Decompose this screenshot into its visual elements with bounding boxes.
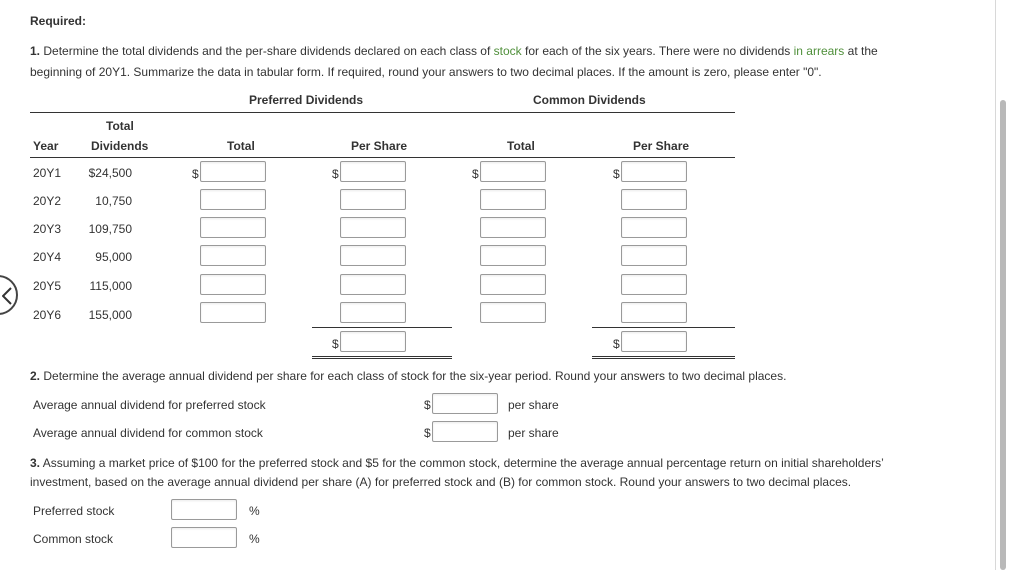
common-per-share-input[interactable] [621,217,687,238]
scrollbar-thumb[interactable] [1000,100,1006,570]
row-year: 20Y2 [33,194,62,208]
row-total-dividends: 155,000 [88,308,132,322]
col-year: Year [33,139,59,153]
row-total-dividends: $24,500 [88,166,132,180]
q3-text-line1: Assuming a market price of $100 for the preferred stock and $5 for the common stock, determine the average annual percentage return on initial shareholders’ [42,456,884,470]
q1-text-c: at the [847,44,878,58]
pref-total-input[interactable] [200,161,266,182]
scrollbar-track [995,0,996,570]
q1-text-b: for each of the six years. There were no dividends [525,44,791,58]
common-subtotal-rule [592,327,735,328]
back-button[interactable] [0,275,18,315]
pref-per-share-input[interactable] [340,161,406,182]
row-year: 20Y6 [33,308,62,322]
pref-total-input[interactable] [200,245,266,266]
currency-symbol: $ [332,167,339,181]
common-per-share-total-input[interactable] [621,331,687,352]
currency-symbol: $ [472,167,479,181]
required-heading: Required: [30,14,87,28]
currency-symbol: $ [332,337,339,351]
col-preferred-per-share: Per Share [351,139,408,153]
col-preferred-total: Total [227,139,255,153]
common-total-input[interactable] [480,189,546,210]
q3-line1 [30,456,884,470]
pref-per-share-input[interactable] [340,302,406,323]
row-year: 20Y1 [33,166,62,180]
common-total-input[interactable] [480,217,546,238]
col-common-total: Total [507,139,535,153]
pref-per-share-total-input[interactable] [340,331,406,352]
pref-total-input[interactable] [200,217,266,238]
preferred-stock-label: Preferred stock [33,504,115,518]
common-total-double-rule [592,356,735,359]
col-total-dividends-line1: Total [106,119,134,133]
percent-unit: % [249,504,260,518]
pref-total-input[interactable] [200,274,266,295]
avg-preferred-input[interactable] [432,393,498,414]
common-total-input[interactable] [480,245,546,266]
common-total-input[interactable] [480,161,546,182]
currency-symbol: $ [613,337,620,351]
common-per-share-input[interactable] [621,161,687,182]
common-total-input[interactable] [480,302,546,323]
pref-total-double-rule [312,356,452,359]
q1-number: 1. [30,44,41,58]
pref-per-share-input[interactable] [340,274,406,295]
pref-total-input[interactable] [200,302,266,323]
stock-link[interactable]: stock [493,44,522,58]
avg-common-input[interactable] [432,421,498,442]
row-total-dividends: 10,750 [95,194,132,208]
common-return-input[interactable] [171,527,237,548]
col-common-per-share: Per Share [633,139,690,153]
currency-symbol: $ [424,398,431,412]
row-total-dividends: 95,000 [95,250,132,264]
common-dividends-header: Common Dividends [533,93,646,107]
q3-number: 3. [30,456,41,470]
currency-symbol: $ [613,167,620,181]
per-share-unit: per share [508,426,559,440]
per-share-unit: per share [508,398,559,412]
row-year: 20Y3 [33,222,62,236]
q3-line2: investment, based on the average annual dividend per share (A) for preferred stock and (B) for common stock. Round your answers to two decimal places. [30,475,852,489]
q1-line2: beginning of 20Y1. Summarize the data in tabular form. If required, round your answers to two decimal places. If the amount is zero, please enter "0". [30,65,822,79]
avg-common-label: Average annual dividend for common stock [33,426,263,440]
preferred-dividends-header: Preferred Dividends [249,93,364,107]
row-year: 20Y5 [33,279,62,293]
q1-line1 [30,44,878,58]
pref-per-share-input[interactable] [340,217,406,238]
q1-text-a: Determine the total dividends and the per-share dividends declared on each class of [43,44,491,58]
common-per-share-input[interactable] [621,274,687,295]
common-per-share-input[interactable] [621,302,687,323]
common-stock-label: Common stock [33,532,114,546]
in-arrears-link[interactable]: in arrears [793,44,845,58]
pref-per-share-input[interactable] [340,245,406,266]
common-per-share-input[interactable] [621,245,687,266]
common-total-input[interactable] [480,274,546,295]
col-total-dividends-line2: Dividends [91,139,149,153]
q2-text: Determine the average annual dividend per share for each class of stock for the six-year period. Round your answers to two decimal places. [43,369,787,383]
currency-symbol: $ [424,426,431,440]
avg-preferred-label: Average annual dividend for preferred stock [33,398,266,412]
group-header-rule [30,112,735,113]
column-header-rule [30,157,735,158]
percent-unit: % [249,532,260,546]
pref-total-input[interactable] [200,189,266,210]
row-year: 20Y4 [33,250,62,264]
preferred-return-input[interactable] [171,499,237,520]
q2-number: 2. [30,369,41,383]
row-total-dividends: 109,750 [88,222,132,236]
pref-per-share-input[interactable] [340,189,406,210]
q2-prompt [30,369,786,383]
pref-subtotal-rule [312,327,452,328]
row-total-dividends: 115,000 [89,279,132,293]
chevron-left-icon [2,287,12,305]
common-per-share-input[interactable] [621,189,687,210]
currency-symbol: $ [192,167,199,181]
